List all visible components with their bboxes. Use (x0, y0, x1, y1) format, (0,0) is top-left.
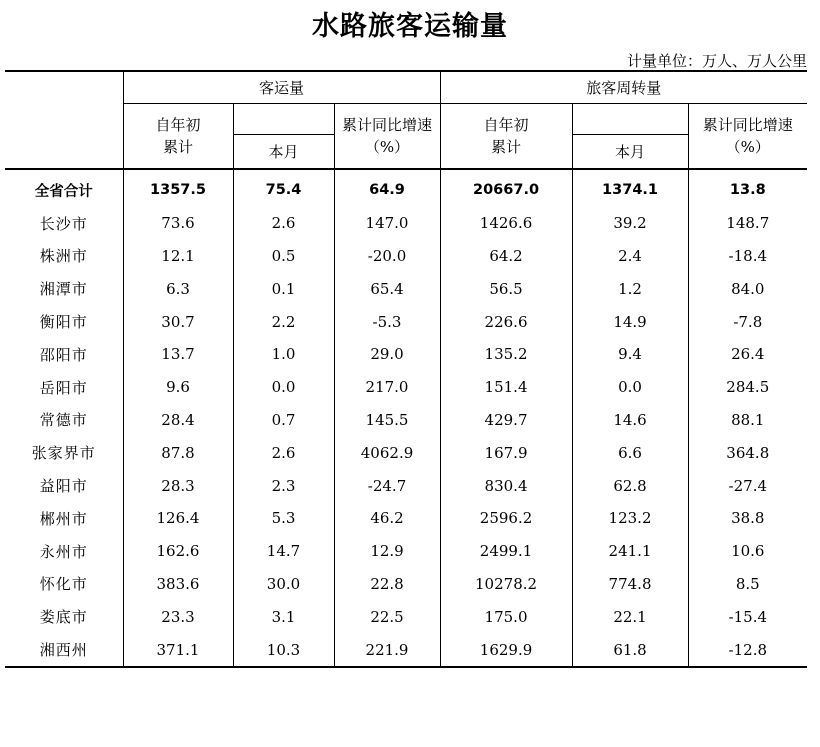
table-row (5, 469, 807, 502)
table-row (5, 371, 807, 404)
cell-pt-growth: 364.8 (688, 436, 807, 469)
cell-pt-month: 241.1 (572, 535, 688, 568)
cell-pv-growth: 221.9 (334, 633, 440, 667)
cell-pt-month: 9.4 (572, 338, 688, 371)
cell-pt-month: 2.4 (572, 240, 688, 273)
table-row-total (5, 169, 807, 207)
cell-pt-month: 1.2 (572, 272, 688, 305)
cell-pt-ytd: 151.4 (440, 371, 572, 404)
table-row (5, 272, 807, 305)
cell-pt-growth: 38.8 (688, 502, 807, 535)
cell-pt-ytd: 226.6 (440, 305, 572, 338)
cell-pt-month: 62.8 (572, 469, 688, 502)
cell-pt-ytd: 10278.2 (440, 568, 572, 601)
cell-region: 湘潭市 (5, 272, 123, 305)
cell-pt-ytd: 20667.0 (440, 169, 572, 207)
cell-pv-month: 0.5 (233, 240, 334, 273)
cell-pt-growth: -27.4 (688, 469, 807, 502)
cell-pv-growth: 145.5 (334, 404, 440, 437)
cell-pv-growth: -24.7 (334, 469, 440, 502)
cell-pv-growth: -20.0 (334, 240, 440, 273)
cell-pt-growth: -15.4 (688, 600, 807, 633)
table-row (5, 207, 807, 240)
cell-region: 株洲市 (5, 240, 123, 273)
cell-pv-month: 14.7 (233, 535, 334, 568)
cell-pt-growth: -18.4 (688, 240, 807, 273)
cell-pt-ytd: 830.4 (440, 469, 572, 502)
cell-pv-month: 0.7 (233, 404, 334, 437)
cell-pt-growth: 148.7 (688, 207, 807, 240)
table-row (5, 240, 807, 273)
cell-pt-month: 14.6 (572, 404, 688, 437)
cell-pv-month: 0.1 (233, 272, 334, 305)
cell-pv-growth: 22.8 (334, 568, 440, 601)
cell-pt-ytd: 2596.2 (440, 502, 572, 535)
cell-pv-ytd: 13.7 (123, 338, 233, 371)
cell-pt-month: 1374.1 (572, 169, 688, 207)
cell-pt-ytd: 175.0 (440, 600, 572, 633)
cell-pv-month: 2.3 (233, 469, 334, 502)
cell-pt-month: 14.9 (572, 305, 688, 338)
cell-pv-growth: 12.9 (334, 535, 440, 568)
cell-region: 益阳市 (5, 469, 123, 502)
cell-pt-month: 6.6 (572, 436, 688, 469)
cell-pt-growth: 284.5 (688, 371, 807, 404)
cell-pv-growth: 64.9 (334, 169, 440, 207)
cell-pt-month: 39.2 (572, 207, 688, 240)
header-pt-growth: 累计同比增速 （%） (688, 104, 807, 170)
cell-pt-ytd: 429.7 (440, 404, 572, 437)
cell-region: 怀化市 (5, 568, 123, 601)
cell-pt-growth: 88.1 (688, 404, 807, 437)
cell-pt-growth: 84.0 (688, 272, 807, 305)
cell-pv-growth: 22.5 (334, 600, 440, 633)
cell-pv-growth: -5.3 (334, 305, 440, 338)
cell-region: 长沙市 (5, 207, 123, 240)
cell-pv-month: 0.0 (233, 371, 334, 404)
cell-pv-ytd: 383.6 (123, 568, 233, 601)
cell-region: 全省合计 (5, 169, 123, 207)
cell-region: 湘西州 (5, 633, 123, 667)
cell-pv-ytd: 73.6 (123, 207, 233, 240)
table-row (5, 436, 807, 469)
cell-pv-ytd: 23.3 (123, 600, 233, 633)
header-pv-ytd: 自年初 累计 (123, 104, 233, 170)
header-passenger-turnover: 旅客周转量 (440, 71, 807, 104)
cell-pv-growth: 46.2 (334, 502, 440, 535)
cell-pv-growth: 4062.9 (334, 436, 440, 469)
cell-pv-month: 3.1 (233, 600, 334, 633)
cell-pv-month: 75.4 (233, 169, 334, 207)
table-row (5, 404, 807, 437)
cell-pt-month: 0.0 (572, 371, 688, 404)
cell-pt-ytd: 1426.6 (440, 207, 572, 240)
header-pv-growth: 累计同比增速 （%） (334, 104, 440, 170)
cell-pv-ytd: 371.1 (123, 633, 233, 667)
cell-pv-growth: 147.0 (334, 207, 440, 240)
cell-pt-growth: -12.8 (688, 633, 807, 667)
cell-pv-ytd: 126.4 (123, 502, 233, 535)
cell-region: 郴州市 (5, 502, 123, 535)
header-pv-month: 本月 (233, 135, 334, 170)
cell-pt-month: 123.2 (572, 502, 688, 535)
page-title: 水路旅客运输量 (312, 11, 508, 42)
table-row (5, 305, 807, 338)
cell-pv-ytd: 1357.5 (123, 169, 233, 207)
cell-region: 岳阳市 (5, 371, 123, 404)
cell-pt-ytd: 1629.9 (440, 633, 572, 667)
header-passenger-volume: 客运量 (123, 71, 440, 104)
cell-region: 衡阳市 (5, 305, 123, 338)
header-pt-ytd: 自年初 累计 (440, 104, 572, 170)
table-row (5, 568, 807, 601)
table-row (5, 535, 807, 568)
cell-pv-month: 2.6 (233, 436, 334, 469)
cell-region: 永州市 (5, 535, 123, 568)
cell-pt-ytd: 56.5 (440, 272, 572, 305)
passenger-transport-table (5, 70, 807, 668)
cell-pv-ytd: 87.8 (123, 436, 233, 469)
cell-pv-ytd: 9.6 (123, 371, 233, 404)
cell-pv-ytd: 28.3 (123, 469, 233, 502)
cell-pv-month: 30.0 (233, 568, 334, 601)
cell-pt-month: 22.1 (572, 600, 688, 633)
cell-region: 邵阳市 (5, 338, 123, 371)
cell-pv-growth: 65.4 (334, 272, 440, 305)
cell-pt-ytd: 64.2 (440, 240, 572, 273)
cell-pt-ytd: 2499.1 (440, 535, 572, 568)
header-pv-month-blank (233, 104, 334, 135)
cell-pv-month: 2.2 (233, 305, 334, 338)
table-row (5, 338, 807, 371)
cell-pv-month: 5.3 (233, 502, 334, 535)
cell-pt-growth: -7.8 (688, 305, 807, 338)
cell-pv-growth: 217.0 (334, 371, 440, 404)
cell-region: 常德市 (5, 404, 123, 437)
table-row (5, 502, 807, 535)
cell-pv-ytd: 30.7 (123, 305, 233, 338)
cell-pv-growth: 29.0 (334, 338, 440, 371)
table-row (5, 633, 807, 667)
cell-region: 张家界市 (5, 436, 123, 469)
cell-pt-month: 774.8 (572, 568, 688, 601)
cell-pt-ytd: 167.9 (440, 436, 572, 469)
header-pt-month-blank (572, 104, 688, 135)
cell-pv-month: 2.6 (233, 207, 334, 240)
header-pt-month: 本月 (572, 135, 688, 170)
cell-pv-ytd: 28.4 (123, 404, 233, 437)
cell-pv-ytd: 6.3 (123, 272, 233, 305)
cell-pt-growth: 8.5 (688, 568, 807, 601)
cell-pt-ytd: 135.2 (440, 338, 572, 371)
cell-pt-month: 61.8 (572, 633, 688, 667)
cell-pv-ytd: 12.1 (123, 240, 233, 273)
cell-pt-growth: 10.6 (688, 535, 807, 568)
cell-pt-growth: 13.8 (688, 169, 807, 207)
cell-region: 娄底市 (5, 600, 123, 633)
cell-pv-ytd: 162.6 (123, 535, 233, 568)
cell-pv-month: 1.0 (233, 338, 334, 371)
header-region-blank (5, 71, 123, 169)
cell-pt-growth: 26.4 (688, 338, 807, 371)
unit-label: 计量单位：万人、万人公里 (626, 52, 807, 70)
cell-pv-month: 10.3 (233, 633, 334, 667)
table-row (5, 600, 807, 633)
